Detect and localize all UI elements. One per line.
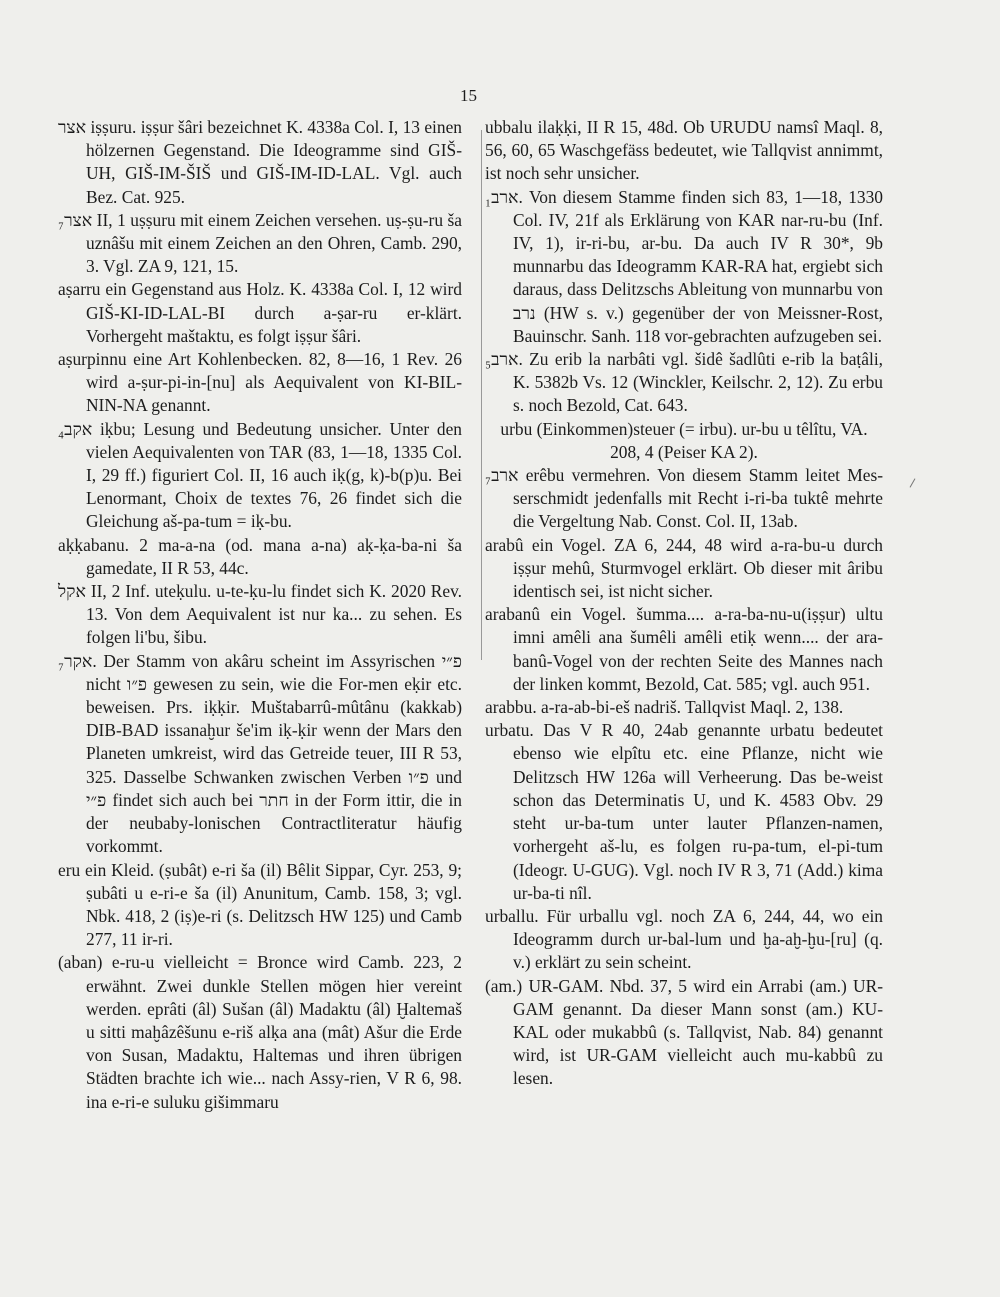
- page-number: 15: [460, 86, 477, 105]
- right-column: [485, 116, 883, 1091]
- entry-akkabanu: aḳḳabanu. 2 ma-a-na (od. mana a-na) aḳ-ḳa-ba-ni ša gamedate, II R 53, 44c.: [58, 534, 462, 578]
- entry-eru: eru ein Kleid. (ṣubât) e-ri ša (il) Bêlit Sippar, Cyr. 253, 9; ṣubâti u e-ri-e ša (il) Anunitum, Camb. 158, 3; vgl. Nbk. 418, 2 (iṣ)e-ri (s. Delitzsch HW 125) und Camb 277, 11 ir-ri.: [58, 859, 462, 950]
- stray-mark: [910, 478, 916, 487]
- entry-asurpinnu: aṣurpinnu eine Art Kohlenbecken. 82, 8—16, 1 Rev. 26 wird a-ṣur-pi-in-[nu] als Aequivalent von KI-BIL-NIN-NA genannt.: [58, 349, 462, 416]
- entry-arb7: ארב₇ erêbu vermehren. Von diesem Stamm leitet Mes-serschmidt jedenfalls mit Recht i-ri-ba tuktê mehrte die Vergeltung Nab. Const. Col. II, 13ab.: [485, 465, 883, 532]
- entry-urbatu: urbatu. Das V R 40, 24ab genannte urbatu bedeutet ebenso wie elpîtu etc. eine Pflanze, nicht wie Delitzsch HW 126a will Verheerung. Das be-weist schon das Determinatis U, und K. 4583 Obv. 29 steht ur-ba-tum unter lauter Pflanzen-namen, vorhergeht aš-lu, es folgen ru-pa-tum, el-pi-tum (Ideogr. U-GUG). Vgl. noch IV R 3, 71 (Add.) kima ur-ba-ti nîl.: [485, 720, 883, 903]
- entry-urballu: urballu. Für urballu vgl. noch ZA 6, 244, 44, wo ein Ideogramm durch ur-bal-lum und ḫa-aḫ-ḫu-[ru] (q. v.) erklärt zu sein scheint.: [485, 905, 883, 973]
- entry-arb5: ארב₅. Zu erib la narbâti vgl. šidê šadlûti e-rib la baṭâli, K. 5382b Vs. 12 (Winckler, Keilschr. 2, 12). Zu erbu s. noch Bezold, Cat. 643.: [485, 349, 883, 416]
- entry-urbu: urbu (Einkommen)steuer (= irbu). ur-bu u têlîtu, VA. 208, 4 (Peiser KA 2).: [500, 418, 868, 462]
- left-column: [58, 116, 462, 1114]
- entry-asarru: aṣarru ein Gegenstand aus Holz. K. 4338a Col. I, 12 wird GIŠ-KI-ID-LAL-BI durch a-ṣar-ru er-klärt. Vorhergeht maštaktu, es folgt iṣṣur šâri.: [58, 279, 462, 346]
- entry-issuru: אצר iṣṣuru. iṣṣur šâri bezeichnet K. 4338a Col. I, 13 einen hölzernen Gegenstand. Die Ideogramme sind GIŠ-UH, GIŠ-IM-ŠIŠ und GIŠ-IM-ID-LAL. Vgl. auch Bez. Cat. 925.: [58, 117, 462, 207]
- entry-akaru: אקר₇. Der Stamm von akâru scheint im Assyrischen פ״י nicht פ״ו gewesen zu sein, wie die For-men eḳir etc. beweisen. Prs. iḳḳir. Muštabarrû-mûtânu (kakkab) DIB-BAD issanaḫur še'im iḳ-ḳir wenn der Mars den Planeten umkreist, wird das Getreide teuer, III R 53, 325. Dasselbe Schwanken zwischen Verben פ״ו und פ״י findet sich auch bei חתר in der Form ittir, die in der neubaby-lonischen Contractliteratur häufig vorkommt.: [58, 650, 463, 857]
- entry-ussuru: אצר₇ II, 1 uṣṣuru mit einem Zeichen versehen. uṣ-ṣu-ru ša uznâšu mit einem Zeichen an den Ohren, Camb. 290, 3. Vgl. ZA 9, 121, 15.: [58, 209, 462, 277]
- entry-arb1: ארב₁. Von diesem Stamme finden sich 83, 1—18, 1330 Col. IV, 21f als Erklärung von KAR nar-ru-bu (Inf. IV, 1), ir-ri-bu, ar-bu. Da auch IV R 30*, 9b munnarbu das Ideogramm KAR-RA hat, ergiebt sich daraus, dass Delitzschs Ableitung von munnarbu von נרב (HW s. v.) gegenüber der von Meissner-Rost, Bauinschr. Sanh. 118 vor-gebrachten aufzugeben sei.: [485, 186, 883, 346]
- entry-utekulu: אקל II, 2 Inf. uteḳulu. u-te-ḳu-lu findet sich K. 2020 Rev. 13. Von dem Aequivalent ist nur ka... zu sehen. Es folgen li'bu, šibu.: [58, 581, 462, 648]
- entry-ikbu: אקב₄ iḳbu; Lesung und Bedeutung unsicher. Unter den vielen Aequivalenten von TAR (83, 1—18, 1335 Col. I, 29 ff.) figuriert Col. II, 16 auch iḳ(g, k)-b(p)u. Bei Lenormant, Choix de textes 76, 26 findet sich die Gleichung aš-pa-tum = iḳ-bu.: [58, 418, 462, 532]
- column-divider: [481, 130, 482, 660]
- entry-arabanu: arabanû ein Vogel. šumma.... a-ra-ba-nu-u(iṣṣur) ultu imni amêli ana šumêli amêli etiḳ wenn.... der ara-banû-Vogel von der rechten Seite des Mannes nach der linken kommt, Bezold, Cat. 585; vgl. auch 951.: [485, 604, 883, 694]
- entry-aban-eruu: (aban) e-ru-u vielleicht = Bronce wird Camb. 223, 2 erwähnt. Zwei dunkle Stellen mögen hier vereint werden. eprâti (âl) Sušan (âl) Madaktu (âl) Ḫaltemaš u sitti maḫâzêšunu e-riš alḳa ana (mât) Ašur die Erde von Susan, Madaktu, Haltemas und ihren übrigen Städten brachte ich wie... nach Assy-rien, V R 6, 98. ina e-ri-e suluku gišimmaru: [58, 952, 462, 1112]
- entry-continuation: ubbalu ilaḳḳi, II R 15, 48d. Ob URUDU namsî Maql. 8, 56, 60, 65 Waschgefäss bedeutet, wie Tallqvist annimmt, ist noch sehr unsicher.: [485, 117, 883, 184]
- entry-urgam: (am.) UR-GAM. Nbd. 37, 5 wird ein Arrabi (am.) UR-GAM genannt. Da dieser Mann sonst (am.) KU-KAL oder mukabbû (s. Tallqvist, Nab. 84) genannt wird, ist UR-GAM vielleicht auch mu-kabbû zu lesen.: [485, 975, 883, 1089]
- entry-arabbu: arabbu. a-ra-ab-bi-eš nadriš. Tallqvist Maql. 2, 138.: [485, 697, 844, 718]
- entry-arabu: arabû ein Vogel. ZA 6, 244, 48 wird a-ra-bu-u durch iṣṣur mehû, Sturmvogel erklärt. Ob dieser mit âribu identisch sei, ist nicht sicher.: [485, 534, 883, 602]
